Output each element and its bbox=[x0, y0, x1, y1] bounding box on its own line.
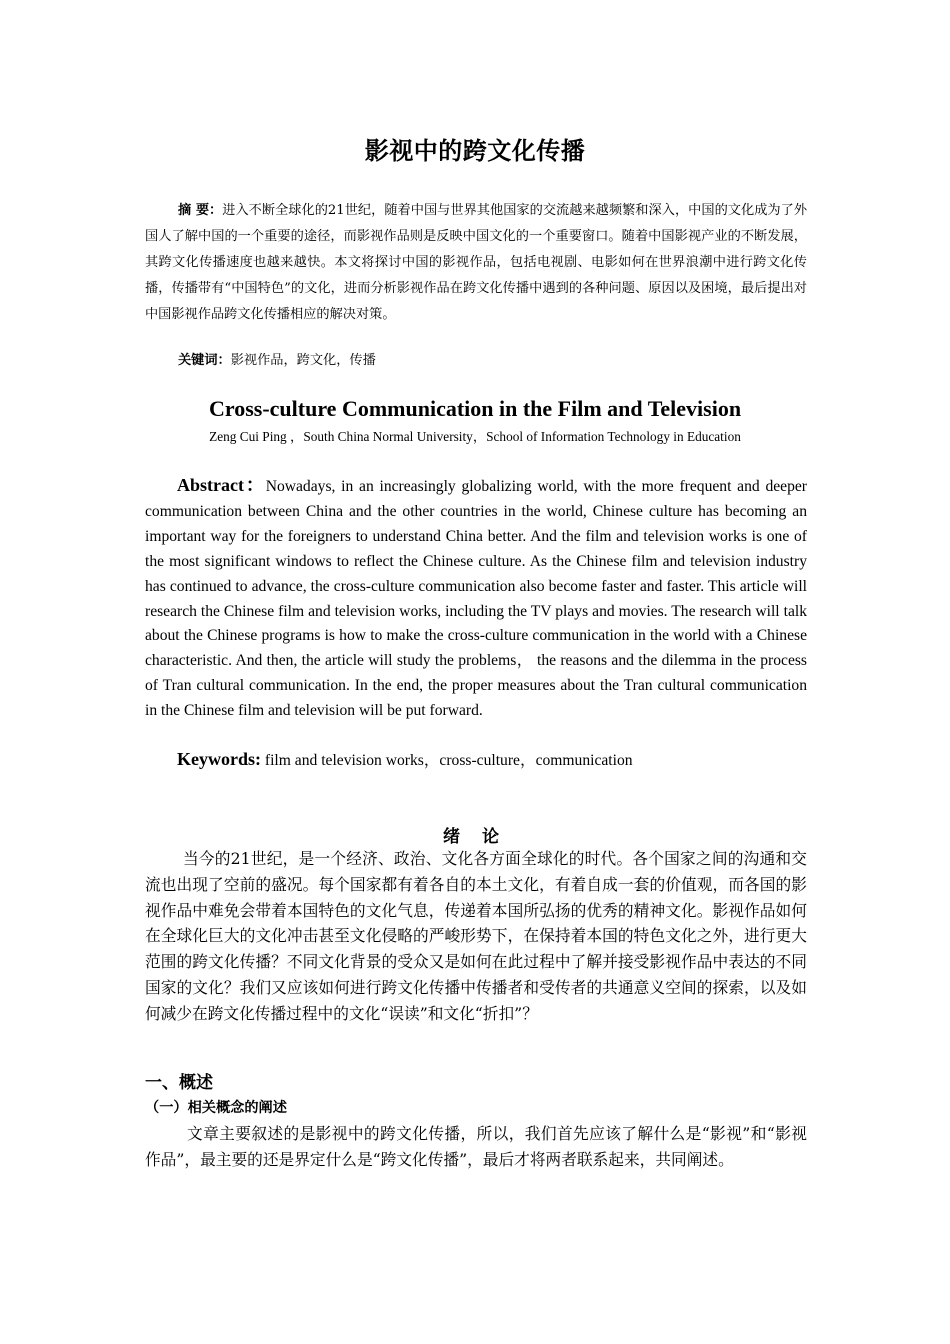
chinese-title: 影视中的跨文化传播 bbox=[364, 137, 586, 165]
subsection-heading: （一）相关概念的阐述 bbox=[145, 1100, 287, 1116]
section-paragraph: 文章主要叙述的是影视中的跨文化传播，所以，我们首先应该了解什么是“影视”和“影视作品”，最主要的还是界定什么是“跨文化传播”，最后才将两者联系起来，共同阐述。 bbox=[145, 1124, 807, 1169]
chinese-abstract bbox=[145, 198, 807, 328]
english-abstract-text: Nowadays, in an increasingly globalizing world, with the more frequent and deeper communication between China and the other countries in the world, Chinese culture has becoming an important way for the foreigners to understand China better. And the film and television works is one of the most significant windows to reflect the Chinese culture. As the Chinese film and television industry has continued to advance, the cross-culture communication also become faster and faster. This article will research the Chinese film and television works, including the TV plays and movies. The research will talk about the Chinese programs is how to make the cross-culture communication in the world with a Chinese characteristic. And then, the article will study the problems， the reasons and the dilemma in the process of Tran cultural communication. In the end, the proper measures about the Tran cultural communication in the Chinese film and television will be put forward. bbox=[145, 478, 807, 720]
introduction-heading: 绪 论 bbox=[443, 827, 507, 847]
chinese-keywords bbox=[145, 348, 807, 374]
section-heading: 一、概述 bbox=[145, 1073, 213, 1093]
chinese-keywords-label: 关键词： bbox=[178, 353, 231, 368]
english-title: Cross-culture Communication in the Film and Television bbox=[208, 396, 742, 421]
chinese-keywords-text: 影视作品，跨文化，传播 bbox=[230, 353, 376, 368]
english-author-line: Zeng Cui Ping ，South China Normal University，School of Information Technology in Education bbox=[209, 429, 741, 444]
chinese-abstract-label: 摘 要： bbox=[178, 203, 223, 218]
english-abstract bbox=[145, 473, 807, 724]
introduction-paragraph: 当今的21世纪，是一个经济、政治、文化各方面全球化的时代。各个国家之间的沟通和交流也出现了空前的盛况。每个国家都有着各自的本土文化，有着自成一套的价值观，而各国的影视作品中难免会带着本国特色的文化气息，传递着本国所弘扬的优秀的精神文化。影视作品如何在全球化巨大的文化冲击甚至文化侵略的严峻形势下，在保持着本国的特色文化之外，进行更大范围的跨文化传播？不同文化背景的受众又是如何在此过程中了解并接受影视作品中表达的不同国家的文化？我们又应该如何进行跨文化传播中传播者和受传者的共通意义空间的探索，以及如何减少在跨文化传播过程中的文化“误读”和文化“折扣”？ bbox=[145, 849, 807, 1023]
english-keywords bbox=[145, 746, 807, 774]
chinese-abstract-text: 进入不断全球化的21世纪，随着中国与世界其他国家的交流越来越频繁和深入，中国的文化成为了外国人了解中国的一个重要的途径，而影视作品则是反映中国文化的一个重要窗口。随着中国影视产业的不断发展，其跨文化传播速度也越来越快。本文将探讨中国的影视作品，包括电视剧、电影如何在世界浪潮中进行跨文化传播，传播带有“中国特色”的文化，进而分析影视作品在跨文化传播中遇到的各种问题、原因以及困境，最后提出对中国影视作品跨文化传播相应的解决对策。 bbox=[145, 203, 808, 322]
english-keywords-label: Keywords: bbox=[177, 749, 261, 769]
english-abstract-label: Abstract： bbox=[177, 475, 266, 495]
english-keywords-text: film and television works，cross-culture，communication bbox=[261, 752, 633, 769]
